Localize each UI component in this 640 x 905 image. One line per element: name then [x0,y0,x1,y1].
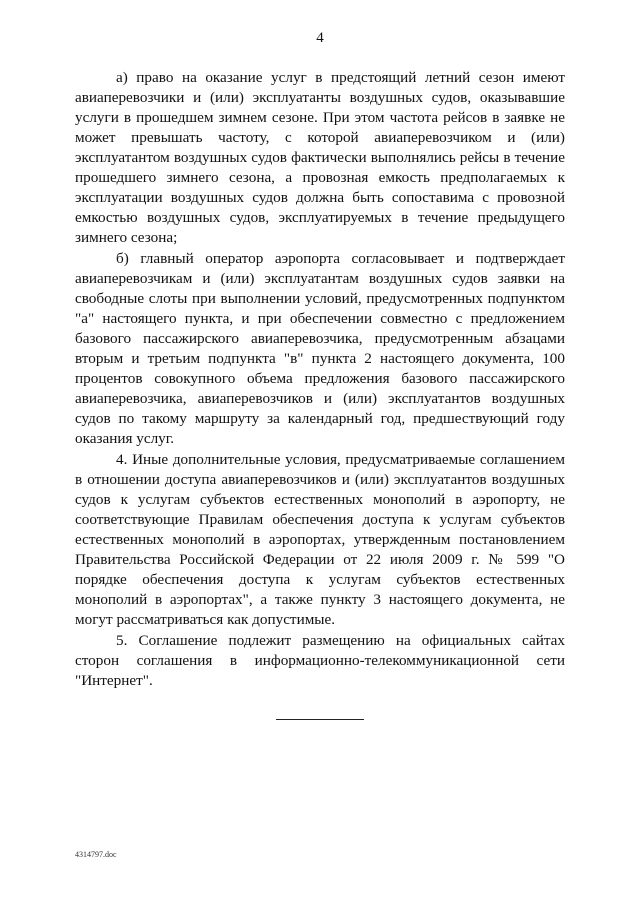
file-code: 4314797.doc [75,850,117,859]
paragraph-subpoint-a: а) право на оказание услуг в предстоящий летний сезон имеют авиаперевозчики и (или) эксплуатанты воздушных судов, оказывавшие услуги в прошедшем зимнем сезоне. При этом частота рейсов в заявке не может превышать частоту, с которой авиаперевозчиком и (или) эксплуатантом воздушных судов фактически выполнялись рейсы в течение прошедшего зимнего сезона, а провозная емкость предполагаемых к эксплуатации воздушных судов должна быть сопоставима с провозной емкостью воздушных судов, эксплуатируемых в течение предыдущего зимнего сезона; [75,69,565,246]
end-separator-line [276,719,364,720]
paragraph-item-4: 4. Иные дополнительные условия, предусматриваемые соглашением в отношении доступа авиаперевозчиков и (или) эксплуатантов воздушных судов к услугам субъектов естественных монополий в аэропорту, не соответствующие Правилам обеспечения доступа к услугам субъектов естественных монополий в аэропортах, утвержденным постановлением Правительства Российской Федерации от 22 июля 2009 г. № 599 "О порядке обеспечения доступа к услугам субъектов естественных монополий в аэропортах", а также пункту 3 настоящего документа, не могут рассматриваться как допустимые. [75,451,565,628]
paragraph-item-5: 5. Соглашение подлежит размещению на официальных сайтах сторон соглашения в информационно-телекоммуникационной сети "Интернет". [75,632,565,689]
page-number: 4 [316,30,324,46]
document-body [75,68,565,692]
paragraph-subpoint-b: б) главный оператор аэропорта согласовывает и подтверждает авиаперевозчикам и (или) эксплуатантам воздушных судов заявки на свободные слоты при выполнении условий, предусмотренных подпунктом "а" настоящего пункта, и при обеспечении совместно с предложением базового пассажирского авиаперевозчика, предусмотренным абзацами вторым и третьим подпункта "в" пункта 2 настоящего документа, 100 процентов совокупного объема предложения базового пассажирского авиаперевозчика, авиаперевозчиков и (или) эксплуатантов воздушных судов по такому маршруту за календарный год, предшествующий году оказания услуг. [75,250,565,447]
